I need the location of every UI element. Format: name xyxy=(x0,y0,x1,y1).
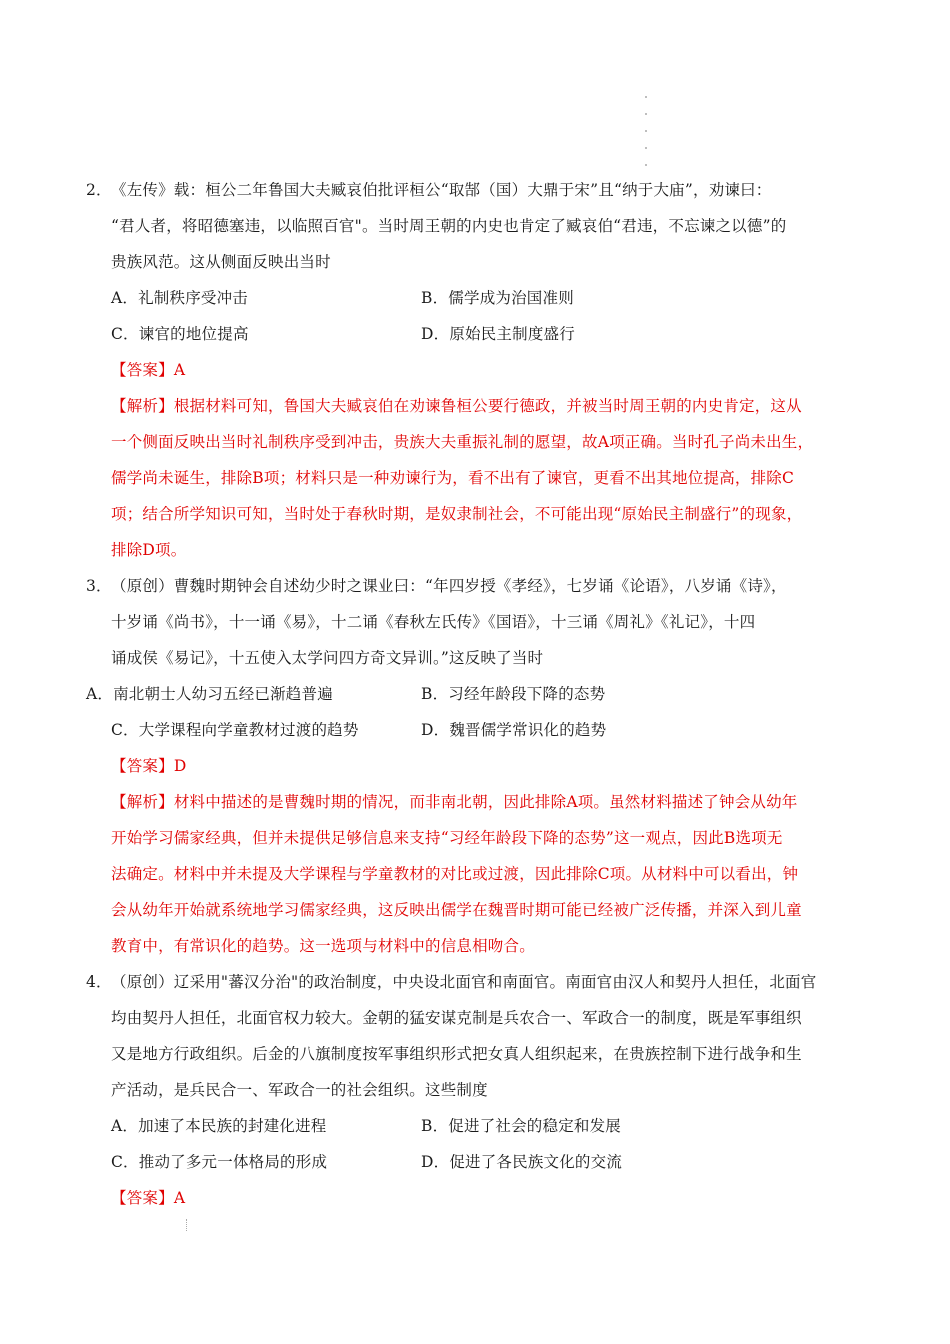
question-number: 4． xyxy=(86,973,112,991)
answer-label: 【答案】 xyxy=(111,361,174,379)
answer-label: 【答案】 xyxy=(111,1189,174,1207)
question-stem-line: 《左传》载：桓公二年鲁国大夫臧哀伯批评桓公“取郜（国）大鼎于宋”且“纳于大庙”，劝谏曰： xyxy=(111,181,772,199)
options-row xyxy=(86,712,876,748)
answer-label: 【答案】 xyxy=(111,757,174,775)
option-d: D．魏晋儒学常识化的趋势 xyxy=(421,721,607,739)
question-stem-line: （原创）曹魏时期钟会自述幼少时之课业曰：“年四岁授《孝经》，七岁诵《论语》，八岁诵《诗》， xyxy=(111,577,787,595)
analysis-line: 排除D项。 xyxy=(111,541,187,559)
options-row xyxy=(86,1144,876,1180)
option-d: D．原始民主制度盛行 xyxy=(421,325,575,343)
analysis-label: 【解析】 xyxy=(111,793,174,811)
question-stem-line: 均由契丹人担任，北面官权力较大。金朝的猛安谋克制是兵农合一、军政合一的制度，既是军事组织 xyxy=(111,1009,802,1027)
question-stem-line: 产活动，是兵民合一、军政合一的社会组织。这些制度 xyxy=(111,1081,488,1099)
analysis-line: 一个侧面反映出当时礼制秩序受到冲击，贵族大夫重振礼制的愿望，故A项正确。当时孔子尚未出生， xyxy=(111,433,814,451)
answer-value: A xyxy=(173,361,186,379)
answer-line xyxy=(86,748,876,784)
question-number: 3． xyxy=(86,577,112,595)
question-2 xyxy=(86,172,876,568)
question-3 xyxy=(86,568,876,964)
option-b: B．儒学成为治国准则 xyxy=(421,289,574,307)
answer-value: D xyxy=(173,757,187,775)
question-stem-line: 贵族风范。这从侧面反映出当时 xyxy=(111,253,331,271)
analysis-line: 项；结合所学知识可知，当时处于春秋时期，是奴隶制社会，不可能出现“原始民主制盛行”的现象， xyxy=(111,505,803,523)
question-number: 2． xyxy=(86,181,112,199)
option-a: A．南北朝士人幼习五经已渐趋普遍 xyxy=(86,685,333,703)
analysis-line: 【解析】根据材料可知，鲁国大夫臧哀伯在劝谏鲁桓公要行德政，并被当时周王朝的内史肯定，这从 xyxy=(111,397,802,415)
question-stem-line: “君人者，将昭德塞违，以临照百官"。当时周王朝的内史也肯定了臧哀伯“君违，不忘谏之以德”的 xyxy=(111,217,787,235)
option-a: A．加速了本民族的封建化进程 xyxy=(111,1117,327,1135)
option-d: D．促进了各民族文化的交流 xyxy=(421,1153,623,1171)
analysis-line: 会从幼年开始就系统地学习儒家经典，这反映出儒学在魏晋时期可能已经被广泛传播，并深入到儿童 xyxy=(111,901,802,919)
question-stem-line: 诵成侯《易记》，十五使入太学问四方奇文异训。”这反映了当时 xyxy=(111,649,544,667)
options-row xyxy=(86,316,876,352)
option-c: C．推动了多元一体格局的形成 xyxy=(111,1153,328,1171)
option-a: A．礼制秩序受冲击 xyxy=(111,289,248,307)
answer-line xyxy=(86,1180,876,1216)
analysis-line: 法确定。材料中并未提及大学课程与学童教材的对比或过渡，因此排除C项。从材料中可以看出，钟 xyxy=(111,865,799,883)
answer-line xyxy=(86,352,876,388)
document-body xyxy=(86,172,876,1216)
option-b: B．促进了社会的稳定和发展 xyxy=(421,1117,621,1135)
analysis-label: 【解析】 xyxy=(111,397,174,415)
question-4 xyxy=(86,964,876,1216)
option-c: C．大学课程向学童教材过渡的趋势 xyxy=(111,721,359,739)
option-c: C．谏官的地位提高 xyxy=(111,325,249,343)
analysis-line: 儒学尚未诞生，排除B项；材料只是一种劝谏行为，看不出有了谏官，更看不出其地位提高，排除C xyxy=(111,469,795,487)
answer-value: A xyxy=(173,1189,186,1207)
top-dotted-mark xyxy=(645,96,651,166)
analysis-line: 【解析】材料中描述的是曹魏时期的情况，而非南北朝，因此排除A项。虽然材料描述了钟会从幼年 xyxy=(111,793,798,811)
question-stem-line: 又是地方行政组织。后金的八旗制度按军事组织形式把女真人组织起来，在贵族控制下进行战争和生 xyxy=(111,1045,802,1063)
option-b: B．习经年龄段下降的态势 xyxy=(421,685,606,703)
analysis-line: 开始学习儒家经典，但并未提供足够信息来支持“习经年龄段下降的态势”这一观点，因此B选项无 xyxy=(111,829,783,847)
bottom-dotted-mark xyxy=(186,1219,188,1231)
options-row xyxy=(86,676,876,712)
options-row xyxy=(86,1108,876,1144)
analysis-line: 教育中，有常识化的趋势。这一选项与材料中的信息相吻合。 xyxy=(111,937,535,955)
question-stem-line: （原创）辽采用"蕃汉分治"的政治制度，中央设北面官和南面官。南面官由汉人和契丹人担任，北面官 xyxy=(111,973,817,991)
options-row xyxy=(86,280,876,316)
question-stem-line: 十岁诵《尚书》，十一诵《易》，十二诵《春秋左氏传》《国语》，十三诵《周礼》《礼记》，十四 xyxy=(111,613,756,631)
